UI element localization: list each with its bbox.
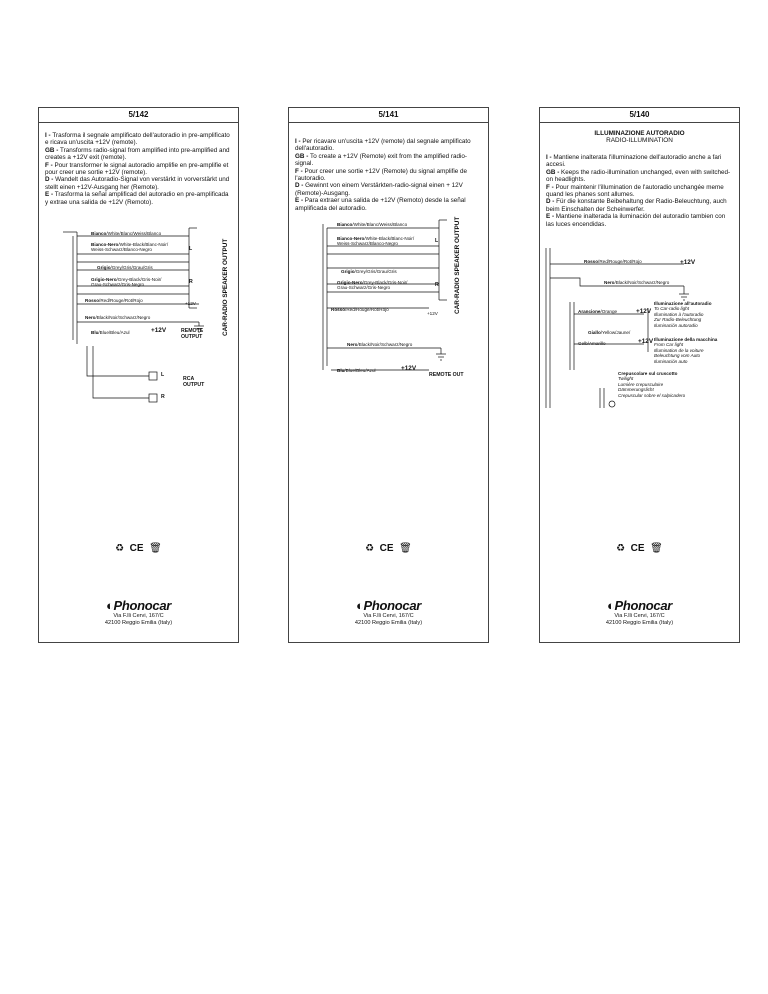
phonocar-logo: ◐Phonocar: [355, 598, 422, 613]
note-radio-light: Illuminazione all'autoradio To Car-radio light Illumination à l'autoradio Zur Radio-Beleuchtung Iluminación autoradio: [654, 301, 712, 328]
crossed-bin-icon: 🗑: [399, 543, 412, 554]
panel-description: I - Mantiene inalterata l'illuminazione dell'autoradio anche a fari accesi. GB - Keeps the radio-illumination unchanged, even with switched-on headlights. F - Pour maintenir l'illumination de l'autoradio unchangée meme quand les phanes sont allumes. D - Für die konstante Beibehaltung der Radio-Beleuchtung, auch beim Einschalten der Scheinwerfer. E - Mantiene inalterada la iluminación del autoradio tambien con las luces encendidas.: [546, 154, 731, 228]
panel-title: ILLUMINAZIONE AUTORADIO: [594, 130, 685, 137]
panel-code: 5/141: [289, 108, 488, 123]
channel-l-label: L: [189, 246, 193, 252]
wire-label-red: Rosso/Red/Rouge/Rot/Rojo: [85, 298, 143, 303]
crossed-bin-icon: 🗑: [650, 543, 663, 554]
note-car-light: Illuminazione della macchina From Car light Illumination de la voiture Beleuchtung vom Auto Iluminación auto: [654, 337, 718, 364]
plus12-small-label: +12V: [427, 311, 438, 316]
panel-code: 5/140: [540, 108, 739, 123]
panel-code: 5/142: [39, 108, 238, 123]
wire-label-white: Bianco/White/Blanc/Weiss/Blanco: [91, 231, 162, 236]
phonocar-logo: ◐Phonocar: [105, 598, 172, 613]
note-twilight: Crepuscolare sul cruscotto Twilight Lumière crepusculaire Dämmerungslicht Crepuscular sobre el salpicadero: [618, 371, 686, 398]
wire-label-blue: Blu/Blue/Bleu/Azul: [91, 330, 130, 335]
instruction-panel-5-140: [539, 107, 740, 643]
wire-label-white-black: Bianco-Nero/White-Black/Blanc-Noir/ Weiss-Schwarz/Blanco-Negro: [337, 236, 415, 247]
wire-label-red: Rosso/Red/Rouge/Rot/Rojo: [331, 307, 389, 312]
compliance-icons: [289, 543, 488, 554]
ce-mark-icon: CE: [630, 543, 645, 554]
remote-output-label: REMOTE OUTPUT: [181, 328, 204, 340]
wire-label-black: Nero/Black/Noir/Schwarz/Negro: [604, 280, 670, 285]
channel-r-label: R: [189, 279, 193, 285]
wire-label-grey: Grigio/Grey/Gris/Grau/Gris: [341, 269, 397, 274]
rca-l-label: L: [161, 372, 165, 378]
wire-label-black: Nero/Black/Noir/Schwarz/Negro: [347, 342, 413, 347]
plus12-label-mid: +12V: [636, 308, 652, 315]
plus12-label-bottom: +12V: [638, 338, 654, 345]
crossed-bin-icon: 🗑: [149, 543, 162, 554]
wire-label-yellow: Giallo/Yellow/Jaune/: [588, 330, 631, 335]
company-address: Via F.lli Cervi, 167/C 42100 Reggio Emilia (Italy): [605, 613, 674, 626]
wire-label-grey-black: Grigio-Nero/Grey-Black/Gris-Noir/ Grau-Schwarz/Gris-Negro: [91, 277, 162, 288]
company-address: Via F.lli Cervi, 167/C 42100 Reggio Emilia (Italy): [104, 613, 173, 626]
channel-l-label: L: [435, 238, 439, 244]
plus12-label: +12V: [151, 327, 167, 334]
recycle-icon: ♻: [365, 543, 375, 554]
phonocar-logo: ◐Phonocar: [606, 598, 673, 613]
panel-description: I - Per ricavare un'uscita +12V (remote) dal segnale amplificato dell'autoradio. GB - To create a +12V (Remote) exit from the amplified radio-signal. F - Pour creer une sortie +12V (Remote) du signal amplifie de l'autoradio. D - Gewinnt von einem Verstärkten-radio-signal einen + 12V (Remote)-Ausgang. E - Para extraer una salida de +12V (Remoto) desde la señal amplificada del autoradio.: [295, 138, 471, 212]
rca-output-label: RCA OUTPUT: [183, 376, 205, 388]
wire-label-white-black: Bianco-Nero/White-Black/Blanc-Noir/ Weiss-Schwarz/Blanco-Negro: [91, 242, 169, 253]
recycle-icon: ♻: [115, 543, 125, 554]
recycle-icon: ♻: [616, 543, 626, 554]
speaker-output-label: CAR-RADIO SPEAKER OUTPUT: [222, 238, 229, 336]
compliance-icons: [39, 543, 238, 554]
remote-out-label: REMOTE OUT: [429, 372, 464, 378]
ce-mark-icon: CE: [379, 543, 394, 554]
panel-subtitle: RADIO-ILLUMINATION: [606, 137, 673, 144]
plus12-label-top: +12V: [680, 259, 696, 266]
wire-label-grey-black: Grigio-Nero/Grey-Black/Gris-Noir/ Grau-Schwarz/Gris-Negro: [337, 280, 408, 291]
speaker-output-label: CAR-RADIO SPEAKER OUTPUT: [454, 216, 461, 314]
wire-label-blue: Blu/Blue/Bleu/Azul: [337, 368, 376, 373]
channel-r-label: R: [435, 282, 439, 288]
wiring-diagram: [39, 108, 240, 644]
wire-label-yellow-2: Gelb/Amarillo: [578, 341, 606, 346]
compliance-icons: [540, 543, 739, 554]
instruction-panel-5-142: [38, 107, 239, 643]
ce-mark-icon: CE: [129, 543, 144, 554]
rca-r-label: R: [161, 394, 165, 400]
panel-description: I - Trasforma il segnale amplificato dell'autoradio in pre-amplificato e ricava un'uscita +12V (remote). GB - Transforms radio-signal from amplified into pre-amplified and creates a +12V exit (remote). F - Pour transformer le signal autoradio amplifie en pre-amplifie et pour creer une sortie +12V (remote). D - Wandelt das Autoradio-Signal von verstärkt in vorverstärkt und stellt einen +12V-Ausgang her (Remote). E - Trasforma la señal amplificad del autoradio en pre-amplificada y extrae una salida de +12V (Remoto).: [45, 132, 230, 206]
plus12-label: +12V: [401, 365, 417, 372]
wire-label-white: Bianco/White/Blanc/Weiss/Blanco: [337, 222, 408, 227]
wire-label-orange: Arancione/Orange: [578, 309, 618, 314]
company-address: Via F.lli Cervi, 167/C 42100 Reggio Emilia (Italy): [354, 613, 423, 626]
wire-label-red: Rosso/Red/Rouge/Rot/Rojo: [584, 259, 642, 264]
wire-label-black: Nero/Black/Noir/Schwarz/Negro: [85, 315, 151, 320]
wire-label-grey: Grigio/Grey/Gris/Grau/Gris: [97, 265, 153, 270]
instruction-panel-5-141: [288, 107, 489, 643]
plus12-small-label: +12V: [185, 301, 196, 306]
